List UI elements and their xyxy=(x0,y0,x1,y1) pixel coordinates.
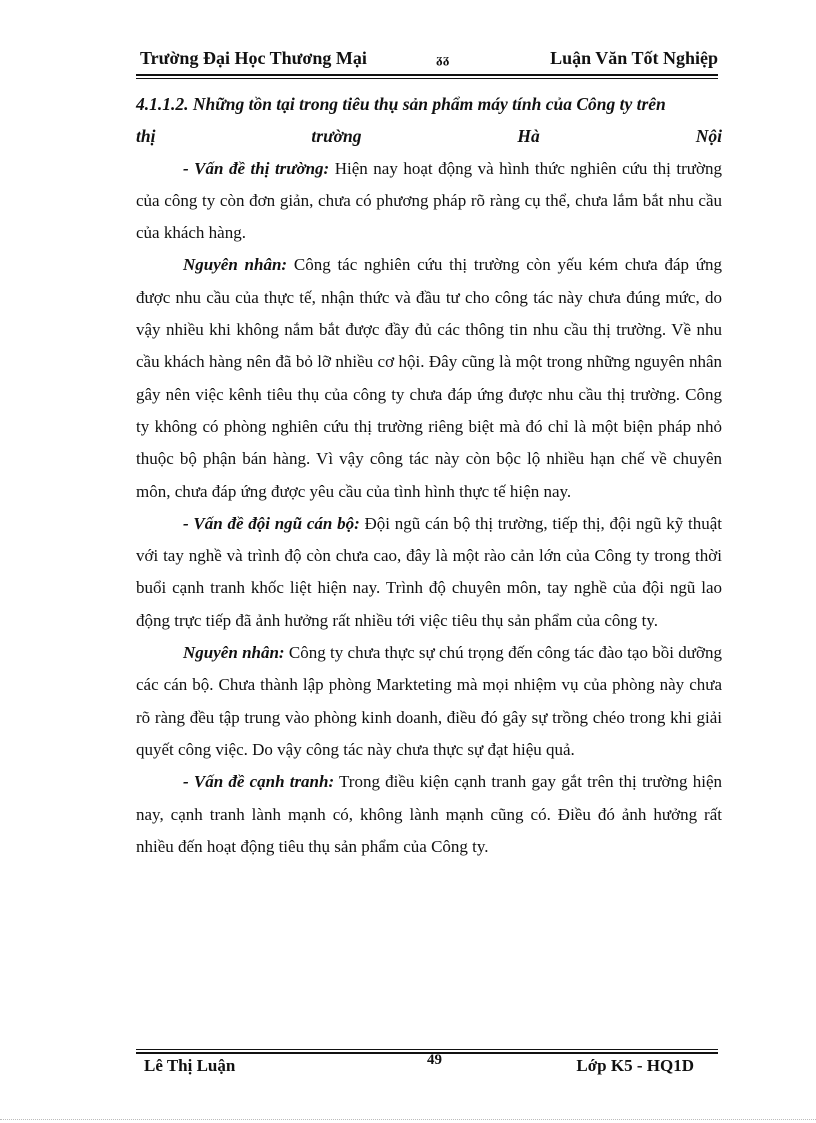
header-rule-thick xyxy=(136,74,718,76)
paragraph-text: Đội ngũ cán bộ thị trường, tiếp thị, đội ngũ kỹ thuật với tay nghề và trình độ còn chưa cao, đây là một rào cản lớn của Công ty trong thời buổi cạnh tranh khốc liệt hiện nay. Trình độ chuyên môn, tay nghề của đội ngũ lao động trực tiếp đã ảnh hưởng rất nhiều tới việc tiêu thụ sản phẩm của công ty. xyxy=(136,513,723,630)
section-title xyxy=(136,88,722,153)
document-body xyxy=(136,88,722,863)
header-thesis: Luận Văn Tốt Nghiệp xyxy=(550,48,718,68)
paragraph-text: Công tác nghiên cứu thị trường còn yếu kém chưa đáp ứng được nhu cầu của thực tế, nhận thức và đầu tư cho công tác này chưa đúng mức, do vậy nhiều khi không nắm bắt được đầy đủ các thông tin nhu cầu thị trường. Về nhu cầu khách hàng nên đã bỏ lỡ nhiều cơ hội. Đây cũng là một trong những nguyên nhân gây nên việc kênh tiêu thụ của công ty chưa đáp ứng được nhu cầu thị trường. Công ty không có phòng nghiên cứu thị trường riêng biệt mà đó chỉ là một biện pháp nhỏ thuộc bộ phận bán hàng. Vì vậy công tác này còn bộc lộ nhiều hạn chế về chuyên môn, chưa đáp ứng được yêu cầu của tình hình thực tế hiện nay. xyxy=(136,255,722,501)
header-rule-thin xyxy=(136,78,718,79)
footer-author: Lê Thị Luận xyxy=(144,1056,236,1075)
footer-rule-thin xyxy=(136,1049,718,1050)
footer-class: Lớp K5 - HQ1D xyxy=(576,1056,694,1075)
page-bottom-edge xyxy=(0,1119,816,1120)
paragraph-lead: Nguyên nhân: xyxy=(183,643,285,663)
paragraph-lead: - Vấn đề đội ngũ cán bộ: xyxy=(183,513,360,533)
paragraph-text: Công ty chưa thực sự chú trọng đến công tác đào tạo bồi dưỡng các cán bộ. Chưa thành lập phòng Markteting mà mọi nhiệm vụ của phòng này chưa rõ ràng đều tập trung vào phòng kinh doanh, điều đó gây sự trồng chéo trong khi giải quyết công việc. Do vậy công tác này chưa thực sự đạt hiệu quả. xyxy=(136,643,722,759)
page-footer xyxy=(136,1052,718,1076)
paragraph-text: Trong điều kiện cạnh tranh gay gắt trên thị trường hiện nay, cạnh tranh lành mạnh có, không lành mạnh cũng có. Điều đó ảnh hưởng rất nhiều đến hoạt động tiêu thụ sản phẩm của Công ty. xyxy=(136,772,722,856)
section-title-word: thị xyxy=(136,126,156,147)
paragraph-market-cause xyxy=(136,249,722,507)
header-school: Trường Đại Học Thương Mại xyxy=(140,48,367,68)
paragraph-market-issue xyxy=(136,153,722,250)
paragraph-lead: Nguyên nhân: xyxy=(183,255,288,275)
section-title-line2 xyxy=(136,120,722,152)
paragraph-staff-cause xyxy=(136,637,722,766)
page-header xyxy=(136,48,718,74)
section-title-word: Hà xyxy=(517,126,540,147)
paragraph-text: Hiện nay hoạt động và hình thức nghiên cứu thị trường của công ty còn đơn giản, chưa có phương pháp rõ ràng cụ thể, chưa lắm bắt nhu cầu của khách hàng. xyxy=(136,158,722,243)
paragraph-staff-issue xyxy=(136,508,722,637)
footer-page-number: 49 xyxy=(427,1052,442,1068)
header-ornament: ᵹᵹ xyxy=(436,51,450,66)
section-title-line1: 4.1.1.2. Những tồn tại trong tiêu thụ sản phẩm máy tính của Công ty trên xyxy=(136,94,666,114)
paragraph-competition-issue xyxy=(136,766,722,863)
paragraph-lead: - Vấn đề cạnh tranh: xyxy=(183,772,335,792)
paragraph-lead: - Vấn đề thị trường: xyxy=(183,158,330,178)
section-title-word: trường xyxy=(311,126,362,147)
section-title-word: Nội xyxy=(695,126,722,147)
